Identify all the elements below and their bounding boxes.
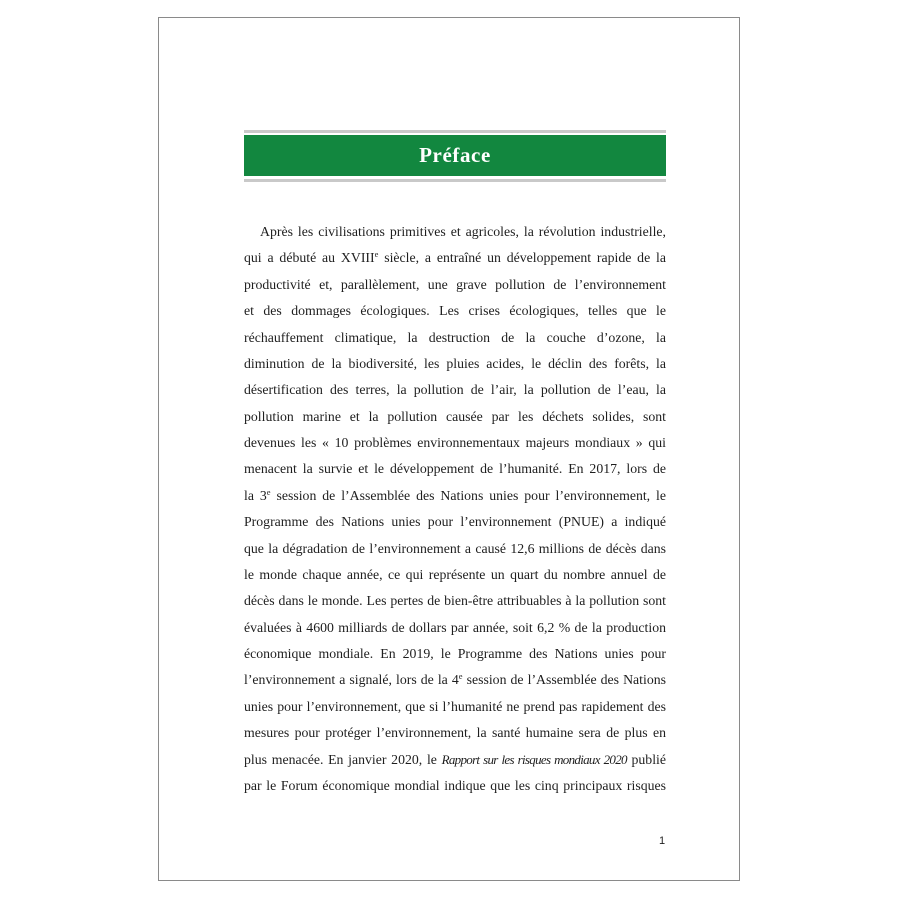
text-line	[244, 615, 666, 641]
text-line	[244, 641, 666, 667]
text-line	[244, 219, 666, 245]
superscript: e	[374, 249, 379, 260]
text-line	[244, 430, 666, 456]
text-segment: publié	[626, 751, 666, 767]
text-line	[244, 773, 666, 799]
text-line	[244, 509, 666, 535]
text-segment: l’environnement a signalé, lors de la 4	[244, 672, 459, 688]
title-band	[244, 135, 666, 176]
text-segment: mesures pour protéger l’environnement, la santé humaine sera de plus en	[244, 725, 666, 741]
text-segment: par le Forum économique mondial indique que les cinq principaux risques	[244, 777, 666, 793]
text-line	[244, 694, 666, 720]
text-segment: évaluées à 4600 milliards de dollars par année, soit 6,2 % de la production	[244, 619, 666, 635]
text-line	[244, 377, 666, 403]
text-segment: la 3	[244, 487, 267, 503]
text-segment: économique mondiale. En 2019, le Programme des Nations unies pour	[244, 646, 666, 661]
page-number: 1	[659, 835, 666, 847]
superscript: e	[266, 486, 271, 497]
text-segment: devenues les « 10 problèmes environnementaux majeurs mondiaux » qui	[244, 435, 666, 450]
text-segment: le monde chaque année, ce qui représente un quart du nombre annuel de	[244, 566, 666, 582]
title-rule-top	[244, 130, 666, 133]
text-line	[244, 298, 666, 324]
text-line	[244, 272, 666, 298]
text-line	[244, 747, 666, 773]
italic-report-title: Rapport sur les risques mondiaux 2020	[441, 751, 627, 767]
text-segment: réchauffement climatique, la destruction de la couche d’ozone, la	[244, 329, 666, 345]
text-line	[244, 536, 666, 562]
text-segment: qui a débuté au XVIII	[244, 250, 375, 266]
text-line	[244, 720, 666, 746]
text-segment: session de l’Assemblée des Nations	[462, 672, 666, 688]
text-segment: désertification des terres, la pollution de l’air, la pollution de l’eau, la	[244, 382, 666, 398]
superscript: e	[458, 671, 463, 682]
text-line	[244, 245, 666, 271]
text-segment: unies pour l’environnement, que si l’humanité ne prend pas rapidement des	[244, 698, 666, 714]
text-line	[244, 562, 666, 588]
text-segment: décès dans le monde. Les pertes de bien-être attribuables à la pollution sont	[244, 593, 666, 609]
text-line	[244, 404, 666, 430]
text-segment: productivité et, parallèlement, une grave pollution de l’environnement	[244, 276, 666, 292]
text-segment: menacent la survie et le développement de l’humanité. En 2017, lors de	[244, 461, 666, 477]
text-segment: Programme des Nations unies pour l’environnement (PNUE) a indiqué	[244, 514, 666, 530]
text-segment: pollution marine et la pollution causée par les déchets solides, sont	[244, 408, 666, 424]
title-rule-bottom	[244, 179, 666, 182]
text-line	[244, 483, 666, 509]
text-line	[244, 325, 666, 351]
text-line	[244, 588, 666, 614]
text-segment: session de l’Assemblée des Nations unies pour l’environnement, le	[270, 487, 666, 503]
page-title: Préface	[419, 143, 491, 167]
preface-body	[244, 219, 666, 799]
text-line	[244, 456, 666, 482]
text-segment: siècle, a entraîné un développement rapide de la	[378, 250, 666, 266]
text-segment: que la dégradation de l’environnement a causé 12,6 millions de décès dans	[244, 540, 666, 556]
text-segment: diminution de la biodiversité, les pluies acides, le déclin des forêts, la	[244, 355, 666, 371]
text-line	[244, 351, 666, 377]
text-line	[244, 667, 666, 693]
text-segment: Après les civilisations primitives et agricoles, la révolution industrielle,	[260, 224, 666, 239]
text-segment: plus menacée. En janvier 2020, le	[244, 751, 442, 767]
text-segment: et des dommages écologiques. Les crises écologiques, telles que le	[244, 303, 666, 319]
